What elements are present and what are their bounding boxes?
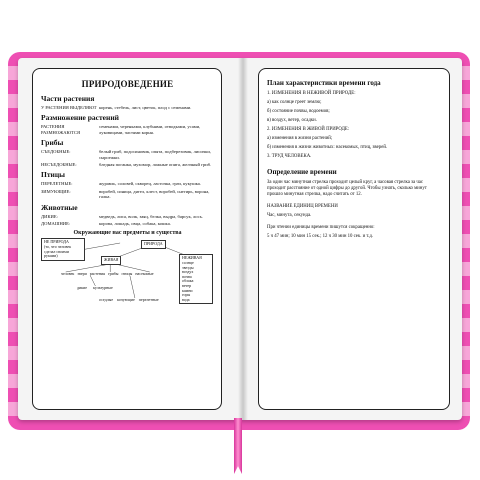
time-heading: Определение времени xyxy=(267,168,337,176)
living-item: растения xyxy=(89,271,105,277)
row-key: ДОМАШНИЕ: xyxy=(41,221,71,227)
row-value: корова, лошадь, овца, собака, кошка. xyxy=(99,221,171,227)
living-box: ЖИВАЯ xyxy=(101,256,121,265)
nonliving-item: ветер xyxy=(182,283,192,289)
page-gutter xyxy=(238,58,248,420)
nature-diagram xyxy=(41,238,214,318)
section-row xyxy=(41,162,214,167)
example-text: 5 ч 47 мин; 10 мин 15 сек.; 12 ч 30 мин 10 сек. и т.д. xyxy=(267,234,374,239)
bird-groups xyxy=(99,298,163,303)
living-item: птицы xyxy=(121,271,133,277)
not-nature-note: (то, что человек сделал своими руками) xyxy=(44,244,72,259)
section-row xyxy=(41,105,214,110)
row-value: медведь, лиса, волк, заяц, белка, выдра, барсук, лось. xyxy=(99,213,203,219)
units-heading: НАЗВАНИЕ ЕДИНИЦ ВРЕМЕНИ xyxy=(267,204,338,209)
bird-group: оседлые xyxy=(99,297,114,303)
plant-kind: культурные xyxy=(93,285,113,291)
plan-item: б) изменения в жизни животных: насекомых, птиц, зверей. xyxy=(267,145,388,150)
time-text: За один час минутная стрелка проходит целый круг, а часовая стрелка за час проходит расстояние от одной цифры до другой. Чтобы узнать, сколько минут прошло минутная стрелка, надо считать от 12. xyxy=(267,180,427,197)
plan-item: б) состояние почвы, водоемов; xyxy=(267,109,330,114)
row-value: журавль, соловей, скворец, ласточка, грач, кукушка. xyxy=(99,181,201,187)
section-heading: Птицы xyxy=(41,170,66,180)
nonliving-item: горы xyxy=(182,292,191,298)
nonliving-item: воздух xyxy=(182,269,194,275)
nonliving-item: камни xyxy=(182,287,193,293)
row-key: У РАСТЕНИЯ ВЫДЕЛЯЮТ xyxy=(41,105,97,110)
living-item: насекомые xyxy=(135,271,154,277)
row-key: НЕСЪЕДОБНЫЕ: xyxy=(41,162,77,168)
row-key: ЗИМУЮЩИЕ: xyxy=(41,188,71,194)
not-nature-label: НЕ ПРИРОДА xyxy=(44,239,69,245)
nonliving-item: облака xyxy=(182,278,194,284)
plan-item: в) воздух, ветер, осадки. xyxy=(267,118,317,123)
not-nature-box xyxy=(41,238,85,260)
living-item: грибы xyxy=(107,271,119,277)
row-value: корень, стебель, лист, цветок, плод с семенами. xyxy=(99,105,192,110)
left-page-panel xyxy=(32,68,222,410)
season-plan-list xyxy=(267,91,441,160)
bookmark-ribbon xyxy=(234,418,242,474)
short-text: При чтении единицы времени пишутся сокращенно: xyxy=(267,225,375,230)
nonliving-item: солнце xyxy=(182,260,194,266)
nonliving-item: звезды xyxy=(182,264,194,270)
nonliving-item: вода xyxy=(182,296,190,302)
section-heading: Грибы xyxy=(41,138,64,148)
section-heading: Размножение растений xyxy=(41,113,119,123)
row-value: белый гриб, подосиновик, опята, подберезовик, лисички, сыроежки. xyxy=(99,149,211,160)
row-key: ПЕРЕЛЕТНЫЕ: xyxy=(41,181,73,187)
section-row xyxy=(41,149,214,160)
row-value: бледная поганка, мухомор, ложные опята, желчный гриб. xyxy=(99,162,212,168)
row-key: СЪЕДОБНЫЕ: xyxy=(41,149,71,155)
living-item: человек xyxy=(61,271,75,277)
living-items xyxy=(61,272,157,277)
section-row xyxy=(41,221,214,226)
nonliving-item: почва xyxy=(182,273,192,279)
left-sections xyxy=(41,94,214,226)
row-key: ДИКИЕ: xyxy=(41,213,58,219)
section-row xyxy=(41,124,214,135)
plan-item: а) как солнце греет землю; xyxy=(267,100,322,105)
section-row xyxy=(41,214,214,219)
living-item: звери xyxy=(77,271,87,277)
plan-item: а) изменения в жизни растений; xyxy=(267,136,333,141)
units-text: Час, минута, секунда. xyxy=(267,213,312,218)
season-plan-heading: План характеристики времени года xyxy=(267,79,381,87)
left-page-title: ПРИРОДОВЕДЕНИЕ xyxy=(81,79,174,89)
diagram-heading: Окружающие нас предметы и существа xyxy=(73,230,182,237)
bird-group: перелетные xyxy=(138,297,159,303)
nonliving-label: НЕЖИВАЯ xyxy=(182,255,202,261)
plan-item: 2. ИЗМЕНЕНИЯ В ЖИВОЙ ПРИРОДЕ: xyxy=(267,127,350,132)
row-value: воробей, синица, дятел, клест, воробей, снегирь, ворона, галка. xyxy=(99,188,210,200)
plan-item: 1. ИЗМЕНЕНИЯ В НЕЖИВОЙ ПРИРОДЕ: xyxy=(267,91,356,96)
nature-box: ПРИРОДА xyxy=(141,240,166,249)
section-heading: Части растения xyxy=(41,94,95,103)
plan-item: 3. ТРУД ЧЕЛОВЕКА. xyxy=(267,154,312,159)
plant-kinds xyxy=(77,286,119,291)
row-key: РАСТЕНИЯ РАЗМНОЖАЮТСЯ xyxy=(41,124,81,135)
nonliving-list xyxy=(182,261,210,302)
row-value: семенами, черенками, клубнями, отводками, усами, луковицами, частями корня. xyxy=(99,124,201,135)
bird-group: кочующие xyxy=(117,297,135,303)
nonliving-box xyxy=(179,254,213,304)
section-heading: Животные xyxy=(41,202,78,212)
section-row xyxy=(41,189,214,200)
plant-kind: дикие xyxy=(77,285,88,291)
right-page-panel xyxy=(258,68,450,410)
section-row xyxy=(41,181,214,186)
